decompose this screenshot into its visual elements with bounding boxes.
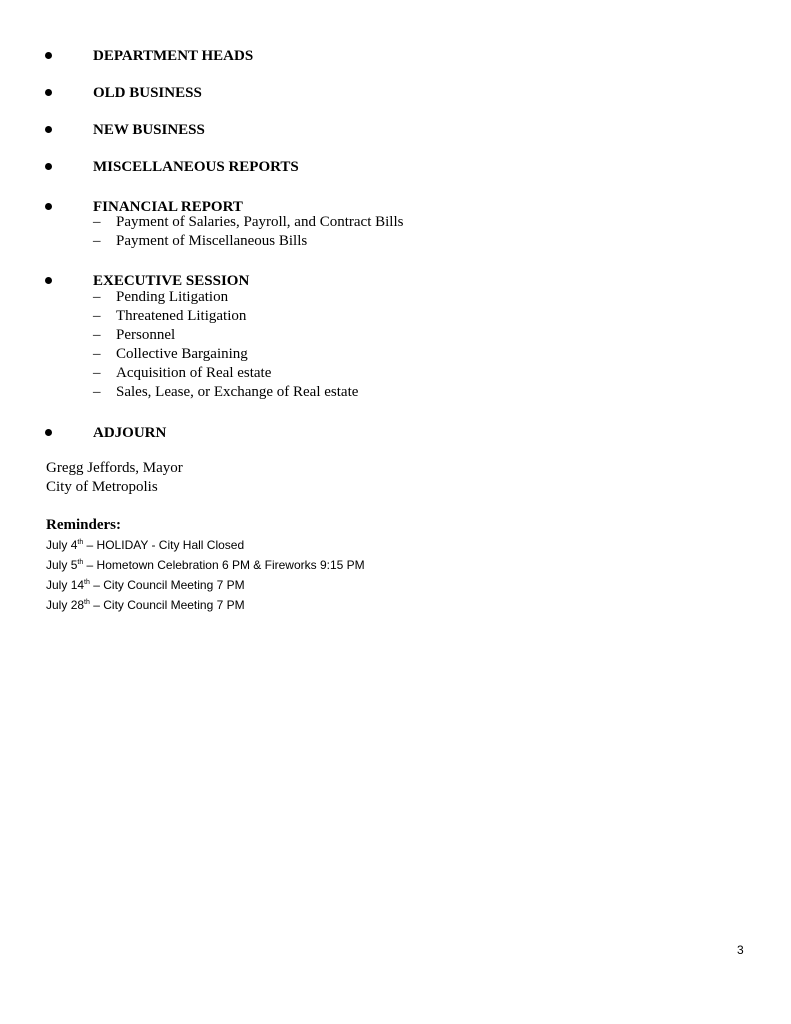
dash-glyph: –	[93, 233, 101, 249]
sub-item-text: Personnel	[116, 327, 176, 343]
agenda-item	[0, 421, 791, 451]
bullet-icon	[45, 429, 52, 436]
reminder-month: July	[46, 598, 68, 612]
agenda-item	[0, 118, 791, 155]
signer-organization: City of Metropolis	[46, 479, 158, 495]
sub-item	[0, 307, 791, 326]
dash-glyph: –	[93, 384, 101, 400]
sub-item	[0, 383, 791, 402]
reminder-item	[46, 595, 365, 615]
reminder-text: – Hometown Celebration 6 PM & Fireworks 9:15 PM	[83, 558, 365, 572]
agenda-list	[0, 44, 791, 451]
reminder-day-suffix: th	[84, 579, 90, 586]
sub-item	[0, 326, 791, 345]
reminder-day-suffix: th	[77, 539, 84, 546]
agenda-item-title: DEPARTMENT HEADS	[93, 48, 254, 64]
dash-glyph: –	[93, 308, 101, 324]
page-number: 3	[737, 943, 744, 957]
reminder-item	[46, 555, 365, 575]
sub-item-text: Collective Bargaining	[116, 346, 248, 362]
reminder-month: July	[46, 578, 68, 592]
bullet-icon	[45, 52, 52, 59]
reminders-heading: Reminders:	[46, 517, 121, 533]
dash-glyph: –	[93, 289, 101, 305]
dash-glyph: –	[93, 365, 101, 381]
sub-item-list	[0, 288, 791, 402]
sub-item-text: Threatened Litigation	[116, 308, 247, 324]
reminder-day: 28	[70, 598, 85, 612]
bullet-icon	[45, 126, 52, 133]
dash-glyph: –	[93, 346, 101, 362]
sub-item-list	[0, 213, 791, 251]
reminder-item	[46, 535, 365, 555]
signature-block	[46, 459, 183, 497]
sub-item	[0, 232, 791, 251]
reminder-month: July	[46, 558, 68, 572]
bullet-icon	[45, 89, 52, 96]
agenda-item-title: OLD BUSINESS	[93, 85, 202, 101]
dash-glyph: –	[93, 327, 101, 343]
agenda-item-title: NEW BUSINESS	[93, 122, 205, 138]
sub-item-text: Sales, Lease, or Exchange of Real estate	[116, 384, 359, 400]
reminder-item	[46, 575, 365, 595]
agenda-item	[0, 155, 791, 195]
reminder-day: 5	[70, 558, 78, 572]
sub-item-text: Payment of Miscellaneous Bills	[116, 233, 308, 249]
bullet-icon	[45, 203, 52, 210]
bullet-icon	[45, 163, 52, 170]
reminders-section	[46, 515, 365, 615]
reminder-text: – City Council Meeting 7 PM	[89, 578, 245, 592]
agenda-item-title: MISCELLANEOUS REPORTS	[93, 159, 299, 175]
reminder-day: 4	[70, 538, 78, 552]
agenda-item	[0, 81, 791, 118]
sub-item	[0, 213, 791, 232]
sub-item-text: Payment of Salaries, Payroll, and Contract Bills	[116, 214, 404, 230]
agenda-item	[0, 269, 791, 421]
sub-item-text: Pending Litigation	[116, 289, 229, 305]
reminder-text: – HOLIDAY - City Hall Closed	[83, 538, 245, 552]
reminder-text: – City Council Meeting 7 PM	[89, 598, 245, 612]
signer-name-title: Gregg Jeffords, Mayor	[46, 460, 183, 476]
reminder-day: 14	[70, 578, 85, 592]
dash-glyph: –	[93, 214, 101, 230]
reminder-month: July	[46, 538, 68, 552]
reminder-day-suffix: th	[84, 599, 90, 606]
sub-item	[0, 364, 791, 383]
agenda-item	[0, 44, 791, 81]
agenda-item-title: ADJOURN	[93, 425, 167, 441]
sub-item-text: Acquisition of Real estate	[116, 365, 272, 381]
bullet-icon	[45, 277, 52, 284]
sub-item	[0, 345, 791, 364]
agenda-item	[0, 195, 791, 269]
agenda-item-title: EXECUTIVE SESSION	[93, 273, 250, 289]
agenda-item-title: FINANCIAL REPORT	[93, 199, 243, 215]
reminder-day-suffix: th	[77, 559, 84, 566]
sub-item	[0, 288, 791, 307]
